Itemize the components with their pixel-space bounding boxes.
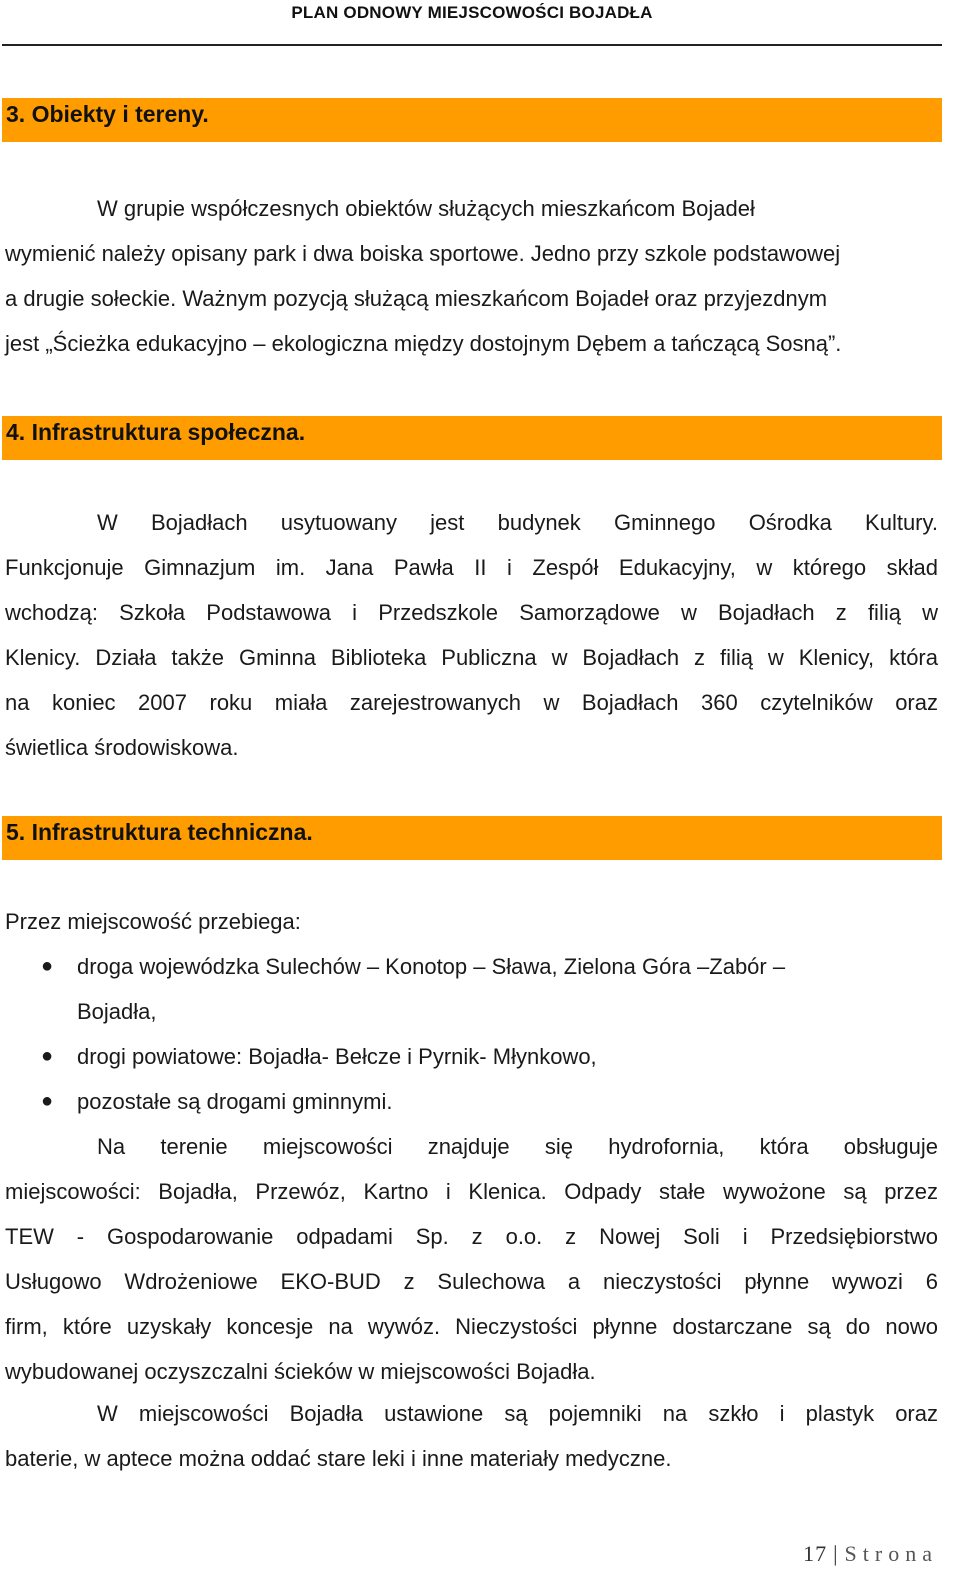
list-item [0,1034,940,1079]
section-5-intro: Przez miejscowość przebiega: [5,909,301,934]
list-item-line: drogi powiatowe: Bojadła- Bełcze i Pyrnik- Młynkowo, [77,1044,597,1069]
paragraph-line: na koniec 2007 roku miała zarejestrowanych w Bojadłach 360 czytelników oraz [5,690,938,715]
section-4-paragraph [5,500,938,770]
paragraph-line: W grupie współczesnych obiektów służących mieszkańcom Bojadeł [97,196,755,221]
page-label: Strona [844,1541,938,1566]
paragraph-line: wybudowanej oczyszczalni ścieków w miejscowości Bojadła. [5,1359,596,1384]
page-number: 17 [803,1541,828,1566]
section-heading-3: 3. Obiekty i tereny. [2,98,942,142]
list-item [0,1079,940,1124]
section-3-paragraph [5,186,938,366]
paragraph-line: Funkcjonuje Gimnazjum im. Jana Pawła II i Zespół Edukacyjny, w którego skład [5,555,938,580]
paragraph-line: Usługowo Wdrożeniowe EKO-BUD z Sulechowa a nieczystości płynne wywozi 6 [5,1269,938,1294]
bullet-icon: ● [41,1090,54,1112]
paragraph-line: Na terenie miejscowości znajduje się hydrofornia, która obsługuje [97,1134,938,1159]
page-footer [803,1541,938,1567]
section-5-paragraph-1 [5,1124,938,1394]
running-header-title: PLAN ODNOWY MIEJSCOWOŚCI BOJADŁA [291,3,653,22]
list-item-line: Bojadła, [77,999,157,1024]
paragraph-line: miejscowości: Bojadła, Przewóz, Kartno i Klenica. Odpady stałe wywożone są przez [5,1179,938,1204]
paragraph-line: firm, które uzyskały koncesje na wywóz. Nieczystości płynne dostarczane są do nowo [5,1314,938,1339]
paragraph-line: baterie, w aptece można oddać stare leki i inne materiały medyczne. [5,1446,672,1471]
paragraph-line: W Bojadłach usytuowany jest budynek Gminnego Ośrodka Kultury. [97,510,938,535]
paragraph-line: a drugie sołeckie. Ważnym pozycją służącą mieszkańcom Bojadeł oraz przyjezdnym [5,286,828,311]
paragraph-line: Klenicy. Działa także Gminna Biblioteka Publiczna w Bojadłach z filią w Klenicy, która [5,645,938,670]
header-divider [2,44,942,46]
section-heading-4: 4. Infrastruktura społeczna. [2,416,942,460]
bullet-icon: ● [41,1045,54,1067]
list-item-line: pozostałe są drogami gminnymi. [77,1089,393,1114]
paragraph-line: wchodzą: Szkoła Podstawowa i Przedszkole Samorządowe w Bojadłach z filią w [5,600,938,625]
section-5-paragraph-2 [5,1391,938,1481]
paragraph-line: jest „Ścieżka edukacyjno – ekologiczna między dostojnym Dębem a tańczącą Sosną”. [5,331,842,356]
list-item-line: droga wojewódzka Sulechów – Konotop – Sława, Zielona Góra –Zabór – [77,954,786,979]
paragraph-line: wymienić należy opisany park i dwa boiska sportowe. Jedno przy szkole podstawowej [5,241,841,266]
footer-separator: | [833,1541,839,1566]
bullet-icon: ● [41,955,54,977]
paragraph-line: świetlica środowiskowa. [5,735,239,760]
section-heading-5: 5. Infrastruktura techniczna. [2,816,942,860]
list-item [0,944,940,1034]
paragraph-line: TEW - Gospodarowanie odpadami Sp. z o.o. z Nowej Soli i Przedsiębiorstwo [5,1224,938,1249]
road-bullet-list [0,944,940,1124]
paragraph-line: W miejscowości Bojadła ustawione są pojemniki na szkło i plastyk oraz [97,1401,938,1426]
